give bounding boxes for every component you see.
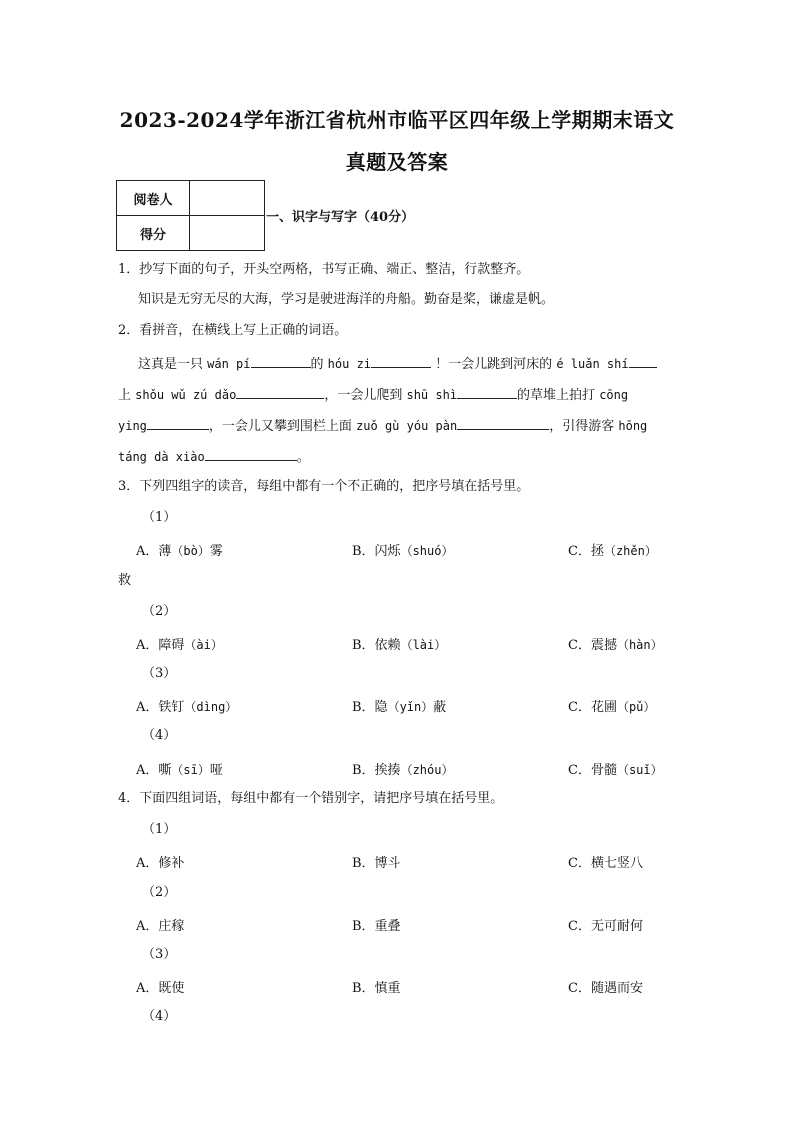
pinyin: zuǒ gù yóu pàn xyxy=(356,419,458,433)
q2-text: ，一会儿又攀到围栏上面 xyxy=(208,419,352,434)
reviewer-label: 阅卷人 xyxy=(117,181,190,216)
option-a: A．修补 xyxy=(136,856,185,871)
option-b: B．依赖（lài） xyxy=(352,638,447,653)
pinyin: hōng xyxy=(618,419,648,433)
group-number: （1） xyxy=(142,822,177,837)
option-b: B．博斗 xyxy=(352,856,401,871)
answer-blank[interactable] xyxy=(251,353,311,368)
score-label: 得分 xyxy=(117,216,190,251)
group-number: （1） xyxy=(142,510,177,525)
question-2: 2．看拼音，在横线上写上正确的词语。 xyxy=(118,323,348,338)
option-a: A．薄（bò）雾 xyxy=(136,544,223,559)
score-cell xyxy=(190,216,265,251)
option-a: A．嘶（sī）哑 xyxy=(136,763,223,778)
option-b: B．慎重 xyxy=(352,981,401,996)
answer-blank[interactable] xyxy=(205,446,297,461)
q2-text: 的 xyxy=(310,357,324,372)
question-4: 4．下面四组词语，每组中都有一个错别字，请把序号填在括号里。 xyxy=(118,791,504,806)
pinyin: wán pí xyxy=(207,357,251,371)
answer-blank[interactable] xyxy=(629,353,657,368)
pinyin: táng dà xiào xyxy=(118,450,205,464)
pinyin: hóu zi xyxy=(327,357,372,371)
option-b: B．重叠 xyxy=(352,919,401,934)
option-a: A．既使 xyxy=(136,981,185,996)
question-3: 3．下列四组字的读音，每组中都有一个不正确的，把序号填在括号里。 xyxy=(118,479,530,494)
answer-blank[interactable] xyxy=(457,384,517,399)
option-c: C．随遇而安 xyxy=(568,981,643,996)
score-table xyxy=(116,180,265,251)
q2-text: ，引得游客 xyxy=(549,419,615,434)
document-title-line1: 2023-2024学年浙江省杭州市临平区四年级上学期期末语文 xyxy=(119,108,675,132)
option-c: C．花圃（pǔ） xyxy=(568,700,656,715)
pinyin: ying xyxy=(118,419,147,433)
question-1: 1．抄写下面的句子，开头空两格，书写正确、端正、整洁，行款整齐。 xyxy=(118,262,530,277)
option-c: C．横七竖八 xyxy=(568,856,643,871)
option-a: A．障碍（ài） xyxy=(136,638,223,653)
option-c-wrap: 救 xyxy=(118,573,132,588)
option-a: A．铁钉（dìng） xyxy=(136,700,238,715)
option-a: A．庄稼 xyxy=(136,919,185,934)
question-1-sentence: 知识是无穷无尽的大海，学习是驶进海洋的舟船。勤奋是桨，谦虚是帆。 xyxy=(138,292,555,307)
q2-text: 这真是一只 xyxy=(138,357,204,372)
option-b: B．挨揍（zhóu） xyxy=(352,763,454,778)
q2-text: ，一会儿爬到 xyxy=(324,388,403,403)
option-c: C．无可耐何 xyxy=(568,919,643,934)
answer-blank[interactable] xyxy=(371,353,431,368)
reviewer-cell xyxy=(190,181,265,216)
answer-blank[interactable] xyxy=(236,384,324,399)
answer-blank[interactable] xyxy=(457,415,549,430)
option-b: B．闪烁（shuó） xyxy=(352,544,454,559)
section-heading: 一、识字与写字（40分） xyxy=(266,210,415,225)
group-number: （4） xyxy=(142,1009,177,1024)
group-number: （2） xyxy=(142,885,177,900)
pinyin: cōng xyxy=(599,388,629,402)
group-number: （3） xyxy=(142,666,177,681)
q2-text: ！一会儿跳到河床的 xyxy=(435,357,553,372)
pinyin: shǒu wǔ zú dǎo xyxy=(135,388,237,402)
question-2-line2 xyxy=(118,384,628,405)
group-number: （2） xyxy=(142,604,177,619)
question-2-line4 xyxy=(118,446,310,467)
option-c: C．骨髓（suǐ） xyxy=(568,763,663,778)
option-b: B．隐（yǐn）蔽 xyxy=(352,700,447,715)
q2-text: 上 xyxy=(118,388,132,403)
group-number: （3） xyxy=(142,947,177,962)
pinyin: shū shì xyxy=(406,388,458,402)
option-c: C．拯（zhěn） xyxy=(568,544,657,559)
pinyin: é luǎn shí xyxy=(556,357,629,371)
question-2-line1 xyxy=(138,353,657,374)
question-2-line3 xyxy=(118,415,647,436)
group-number: （4） xyxy=(142,728,177,743)
q2-text: 。 xyxy=(296,450,310,465)
q2-text: 的草堆上拍打 xyxy=(517,388,596,403)
answer-blank[interactable] xyxy=(147,415,209,430)
option-c: C．震撼（hàn） xyxy=(568,638,663,653)
document-title-line2: 真题及答案 xyxy=(345,150,449,174)
